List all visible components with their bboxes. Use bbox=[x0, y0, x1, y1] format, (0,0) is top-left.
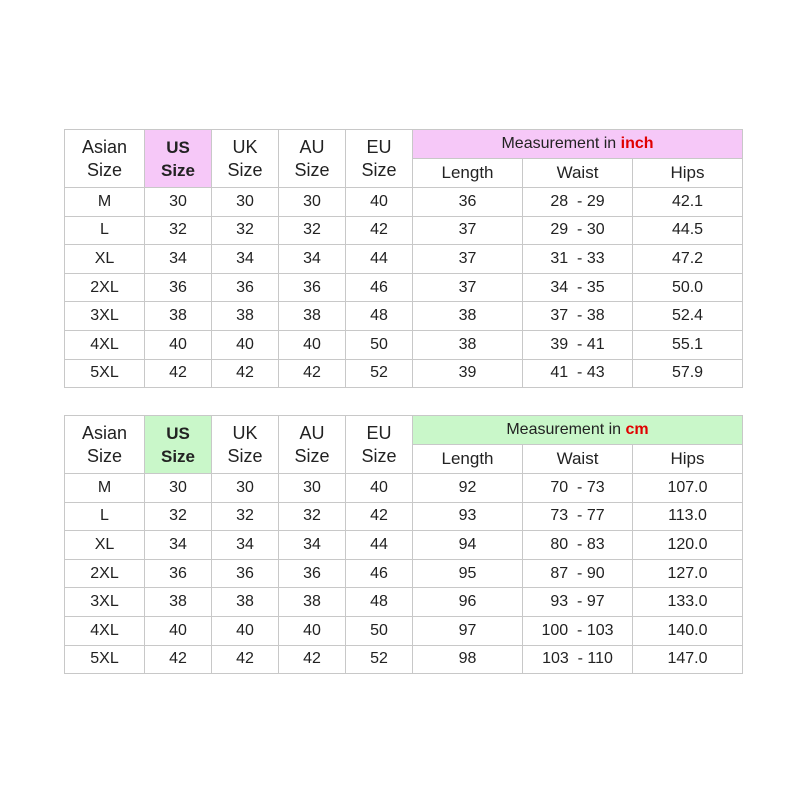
uk-cell: 32 bbox=[212, 216, 279, 245]
waist-cell: 34 - 35 bbox=[523, 273, 633, 302]
waist-cell: 100 - 103 bbox=[523, 616, 633, 645]
eu-size-header: EU Size bbox=[346, 416, 413, 474]
asian-cell: 5XL bbox=[65, 645, 145, 674]
size-table-inch bbox=[64, 129, 743, 388]
hips-cell: 107.0 bbox=[633, 474, 743, 503]
waist-cell: 70 - 73 bbox=[523, 474, 633, 503]
table-row bbox=[65, 330, 743, 359]
length-cell: 38 bbox=[413, 302, 523, 331]
uk-cell: 36 bbox=[212, 273, 279, 302]
us-cell: 38 bbox=[145, 302, 212, 331]
size-table-cm bbox=[64, 415, 743, 674]
hips-header: Hips bbox=[633, 445, 743, 474]
asian-cell: 3XL bbox=[65, 302, 145, 331]
waist-cell: 41 - 43 bbox=[523, 359, 633, 388]
au-cell: 34 bbox=[279, 531, 346, 560]
table-row bbox=[65, 216, 743, 245]
waist-cell: 37 - 38 bbox=[523, 302, 633, 331]
us-cell: 36 bbox=[145, 559, 212, 588]
table-row bbox=[65, 502, 743, 531]
us-size-header: US Size bbox=[145, 130, 212, 188]
unit-label: cm bbox=[625, 421, 649, 438]
eu-size-header: EU Size bbox=[346, 130, 413, 188]
au-cell: 30 bbox=[279, 188, 346, 217]
length-header: Length bbox=[413, 159, 523, 188]
table-row bbox=[65, 188, 743, 217]
eu-cell: 52 bbox=[346, 645, 413, 674]
waist-header: Waist bbox=[523, 445, 633, 474]
hips-cell: 113.0 bbox=[633, 502, 743, 531]
eu-cell: 50 bbox=[346, 330, 413, 359]
asian-cell: 4XL bbox=[65, 330, 145, 359]
unit-label: inch bbox=[620, 135, 654, 152]
waist-cell: 29 - 30 bbox=[523, 216, 633, 245]
us-cell: 30 bbox=[145, 188, 212, 217]
table-row bbox=[65, 588, 743, 617]
eu-cell: 50 bbox=[346, 616, 413, 645]
table-row bbox=[65, 273, 743, 302]
uk-cell: 38 bbox=[212, 302, 279, 331]
uk-cell: 40 bbox=[212, 616, 279, 645]
asian-cell: 5XL bbox=[65, 359, 145, 388]
asian-cell: XL bbox=[65, 245, 145, 274]
hips-cell: 44.5 bbox=[633, 216, 743, 245]
table-row bbox=[65, 616, 743, 645]
eu-cell: 44 bbox=[346, 531, 413, 560]
table-row bbox=[65, 531, 743, 560]
us-cell: 42 bbox=[145, 645, 212, 674]
hips-cell: 55.1 bbox=[633, 330, 743, 359]
measurement-title: Measurement in cm bbox=[413, 416, 743, 445]
asian-cell: L bbox=[65, 502, 145, 531]
hips-cell: 120.0 bbox=[633, 531, 743, 560]
length-cell: 96 bbox=[413, 588, 523, 617]
length-cell: 97 bbox=[413, 616, 523, 645]
au-cell: 34 bbox=[279, 245, 346, 274]
length-cell: 37 bbox=[413, 245, 523, 274]
hips-cell: 147.0 bbox=[633, 645, 743, 674]
length-cell: 98 bbox=[413, 645, 523, 674]
au-cell: 42 bbox=[279, 645, 346, 674]
length-cell: 94 bbox=[413, 531, 523, 560]
hips-cell: 57.9 bbox=[633, 359, 743, 388]
length-cell: 36 bbox=[413, 188, 523, 217]
uk-cell: 34 bbox=[212, 531, 279, 560]
uk-cell: 42 bbox=[212, 359, 279, 388]
eu-cell: 48 bbox=[346, 588, 413, 617]
waist-cell: 93 - 97 bbox=[523, 588, 633, 617]
eu-cell: 46 bbox=[346, 559, 413, 588]
au-cell: 42 bbox=[279, 359, 346, 388]
hips-cell: 133.0 bbox=[633, 588, 743, 617]
au-cell: 30 bbox=[279, 474, 346, 503]
table-row bbox=[65, 474, 743, 503]
waist-cell: 103 - 110 bbox=[523, 645, 633, 674]
hips-cell: 127.0 bbox=[633, 559, 743, 588]
us-cell: 32 bbox=[145, 216, 212, 245]
au-cell: 32 bbox=[279, 216, 346, 245]
asian-cell: 4XL bbox=[65, 616, 145, 645]
au-cell: 40 bbox=[279, 330, 346, 359]
us-cell: 34 bbox=[145, 245, 212, 274]
eu-cell: 42 bbox=[346, 216, 413, 245]
au-cell: 38 bbox=[279, 588, 346, 617]
hips-header: Hips bbox=[633, 159, 743, 188]
waist-cell: 28 - 29 bbox=[523, 188, 633, 217]
length-header: Length bbox=[413, 445, 523, 474]
table-row bbox=[65, 559, 743, 588]
table-row bbox=[65, 245, 743, 274]
hips-cell: 50.0 bbox=[633, 273, 743, 302]
hips-cell: 42.1 bbox=[633, 188, 743, 217]
waist-cell: 87 - 90 bbox=[523, 559, 633, 588]
length-cell: 95 bbox=[413, 559, 523, 588]
au-cell: 40 bbox=[279, 616, 346, 645]
hips-cell: 52.4 bbox=[633, 302, 743, 331]
asian-cell: 3XL bbox=[65, 588, 145, 617]
eu-cell: 48 bbox=[346, 302, 413, 331]
uk-cell: 38 bbox=[212, 588, 279, 617]
au-size-header: AU Size bbox=[279, 416, 346, 474]
asian-cell: M bbox=[65, 474, 145, 503]
us-cell: 38 bbox=[145, 588, 212, 617]
asian-size-header: Asian Size bbox=[65, 416, 145, 474]
waist-header: Waist bbox=[523, 159, 633, 188]
uk-size-header: UK Size bbox=[212, 130, 279, 188]
au-cell: 36 bbox=[279, 559, 346, 588]
eu-cell: 40 bbox=[346, 474, 413, 503]
table-row bbox=[65, 302, 743, 331]
length-cell: 93 bbox=[413, 502, 523, 531]
table-row bbox=[65, 359, 743, 388]
asian-size-header: Asian Size bbox=[65, 130, 145, 188]
asian-cell: 2XL bbox=[65, 559, 145, 588]
waist-cell: 80 - 83 bbox=[523, 531, 633, 560]
uk-cell: 30 bbox=[212, 188, 279, 217]
uk-cell: 32 bbox=[212, 502, 279, 531]
length-cell: 38 bbox=[413, 330, 523, 359]
length-cell: 37 bbox=[413, 273, 523, 302]
uk-cell: 36 bbox=[212, 559, 279, 588]
asian-cell: 2XL bbox=[65, 273, 145, 302]
eu-cell: 40 bbox=[346, 188, 413, 217]
table-row bbox=[65, 645, 743, 674]
length-cell: 39 bbox=[413, 359, 523, 388]
au-cell: 36 bbox=[279, 273, 346, 302]
measurement-title: Measurement in inch bbox=[413, 130, 743, 159]
waist-cell: 73 - 77 bbox=[523, 502, 633, 531]
eu-cell: 46 bbox=[346, 273, 413, 302]
au-size-header: AU Size bbox=[279, 130, 346, 188]
au-cell: 38 bbox=[279, 302, 346, 331]
eu-cell: 42 bbox=[346, 502, 413, 531]
us-cell: 40 bbox=[145, 330, 212, 359]
us-size-header: US Size bbox=[145, 416, 212, 474]
uk-cell: 30 bbox=[212, 474, 279, 503]
asian-cell: L bbox=[65, 216, 145, 245]
length-cell: 92 bbox=[413, 474, 523, 503]
eu-cell: 44 bbox=[346, 245, 413, 274]
waist-cell: 39 - 41 bbox=[523, 330, 633, 359]
waist-cell: 31 - 33 bbox=[523, 245, 633, 274]
eu-cell: 52 bbox=[346, 359, 413, 388]
us-cell: 40 bbox=[145, 616, 212, 645]
us-cell: 42 bbox=[145, 359, 212, 388]
au-cell: 32 bbox=[279, 502, 346, 531]
uk-cell: 40 bbox=[212, 330, 279, 359]
us-cell: 30 bbox=[145, 474, 212, 503]
us-cell: 36 bbox=[145, 273, 212, 302]
uk-cell: 42 bbox=[212, 645, 279, 674]
hips-cell: 140.0 bbox=[633, 616, 743, 645]
asian-cell: XL bbox=[65, 531, 145, 560]
uk-size-header: UK Size bbox=[212, 416, 279, 474]
uk-cell: 34 bbox=[212, 245, 279, 274]
hips-cell: 47.2 bbox=[633, 245, 743, 274]
length-cell: 37 bbox=[413, 216, 523, 245]
asian-cell: M bbox=[65, 188, 145, 217]
us-cell: 32 bbox=[145, 502, 212, 531]
us-cell: 34 bbox=[145, 531, 212, 560]
